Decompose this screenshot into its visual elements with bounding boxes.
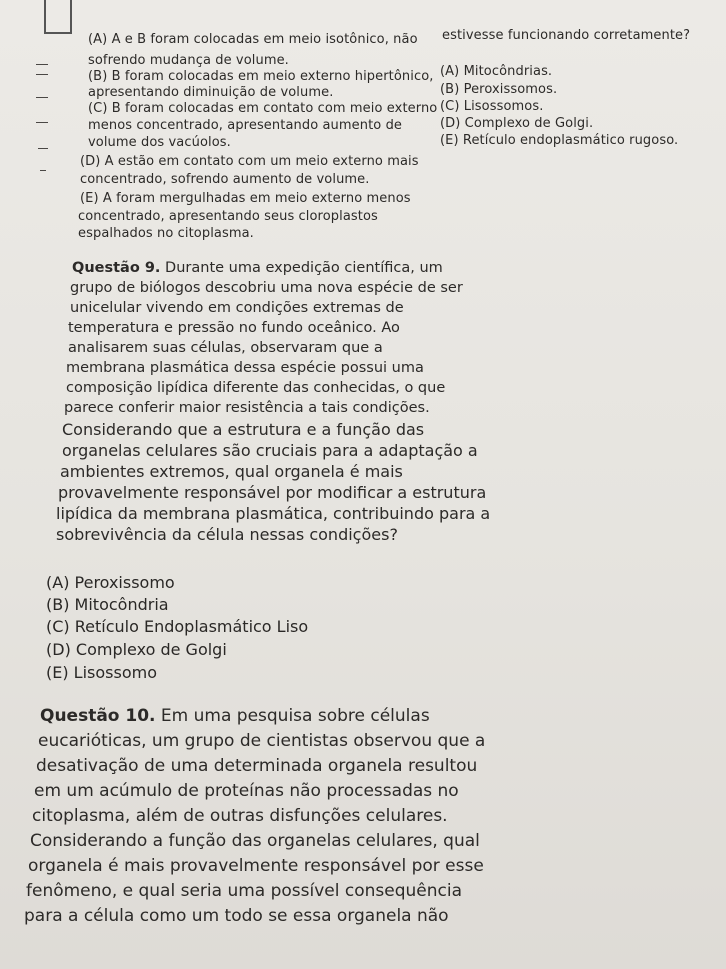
q9-text-line: ambientes extremos, qual organela é mais — [60, 462, 403, 481]
q10-text-line: eucarióticas, um grupo de cientistas observou que a — [38, 731, 486, 751]
q10-text-line: desativação de uma determinada organela resultou — [36, 756, 478, 776]
prev-option-line: concentrado, sofrendo aumento de volume. — [80, 172, 370, 187]
prev-answer-option: (D) Complexo de Golgi. — [440, 116, 594, 131]
prev-option-line: (E) A foram mergulhadas em meio externo menos — [80, 191, 411, 206]
q9-text-line: analisarem suas células, observaram que a — [68, 340, 383, 356]
q9-text-line: sobrevivência da célula nessas condições? — [56, 525, 398, 544]
q10-text-line: para a célula como um todo se essa organela não — [24, 906, 449, 926]
q9-text-start: Durante uma expedição científica, um — [160, 260, 443, 276]
q10-text-line: em um acúmulo de proteínas não processadas no — [34, 781, 459, 801]
q9-text-line: grupo de biólogos descobriu uma nova espécie de ser — [70, 280, 463, 296]
margin-mark — [38, 148, 48, 149]
prev-answer-option: (E) Retículo endoplasmático rugoso. — [440, 133, 679, 148]
q10-text-line: Considerando a função das organelas celulares, qual — [30, 831, 480, 851]
q9-text-line: temperatura e pressão no fundo oceânico. Ao — [68, 320, 400, 336]
q10-text-line: citoplasma, além de outras disfunções celulares. — [32, 806, 448, 826]
q10-label: Questão 10. — [40, 706, 156, 726]
q9-text-line: Considerando que a estrutura e a função das — [62, 420, 425, 439]
prev-option-line: (A) A e B foram colocadas em meio isotônico, não — [88, 32, 418, 47]
margin-mark — [36, 122, 48, 123]
prev-option-line: (B) B foram colocadas em meio externo hipertônico, — [88, 69, 434, 84]
q9-option: (A) Peroxissomo — [46, 573, 175, 592]
prev-option-line: concentrado, apresentando seus cloroplastos — [78, 209, 378, 224]
q9-text-line — [72, 260, 443, 276]
prev-option-line: volume dos vacúolos. — [88, 135, 231, 150]
q10-text-start: Em uma pesquisa sobre células — [155, 706, 430, 726]
prev-question-end: estivesse funcionando corretamente? — [442, 28, 691, 43]
q10-text-line: organela é mais provavelmente responsável por esse — [28, 856, 484, 876]
prev-answer-option: (B) Peroxissomos. — [440, 82, 558, 97]
q9-option: (C) Retículo Endoplasmático Liso — [46, 617, 309, 636]
q9-text-line: unicelular vivendo em condições extremas de — [70, 300, 404, 316]
margin-mark — [36, 97, 48, 98]
q9-text-line: organelas celulares são cruciais para a adaptação a — [62, 441, 478, 460]
prev-answer-option: (A) Mitocôndrias. — [440, 64, 553, 79]
margin-mark — [36, 64, 48, 65]
prev-option-line: menos concentrado, apresentando aumento de — [88, 118, 403, 133]
q9-text-line: parece conferir maior resistência a tais condições. — [64, 400, 430, 416]
q9-option: (D) Complexo de Golgi — [46, 640, 227, 659]
prev-option-line: espalhados no citoplasma. — [78, 226, 254, 241]
q9-label: Questão 9. — [72, 260, 161, 276]
prev-option-line: (D) A estão em contato com um meio externo mais — [80, 154, 419, 169]
q9-text-line: membrana plasmática dessa espécie possui uma — [66, 360, 424, 376]
q9-option: (B) Mitocôndria — [46, 595, 169, 614]
q9-option: (E) Lisossomo — [46, 663, 157, 682]
q10-text-line: fenômeno, e qual seria uma possível consequência — [26, 881, 462, 901]
page-corner-mark — [44, 0, 72, 34]
q10-text-line — [40, 706, 430, 726]
margin-mark — [40, 170, 46, 171]
prev-option-line: sofrendo mudança de volume. — [88, 53, 289, 68]
q9-text-line: composição lipídica diferente das conhecidas, o que — [66, 380, 446, 396]
q9-text-line: lipídica da membrana plasmática, contribuindo para a — [56, 504, 491, 523]
prev-answer-option: (C) Lisossomos. — [440, 99, 544, 114]
prev-option-line: (C) B foram colocadas em contato com meio externo — [88, 101, 438, 116]
margin-mark — [36, 74, 48, 75]
q9-text-line: provavelmente responsável por modificar a estrutura — [58, 483, 487, 502]
prev-option-line: apresentando diminuição de volume. — [88, 85, 334, 100]
